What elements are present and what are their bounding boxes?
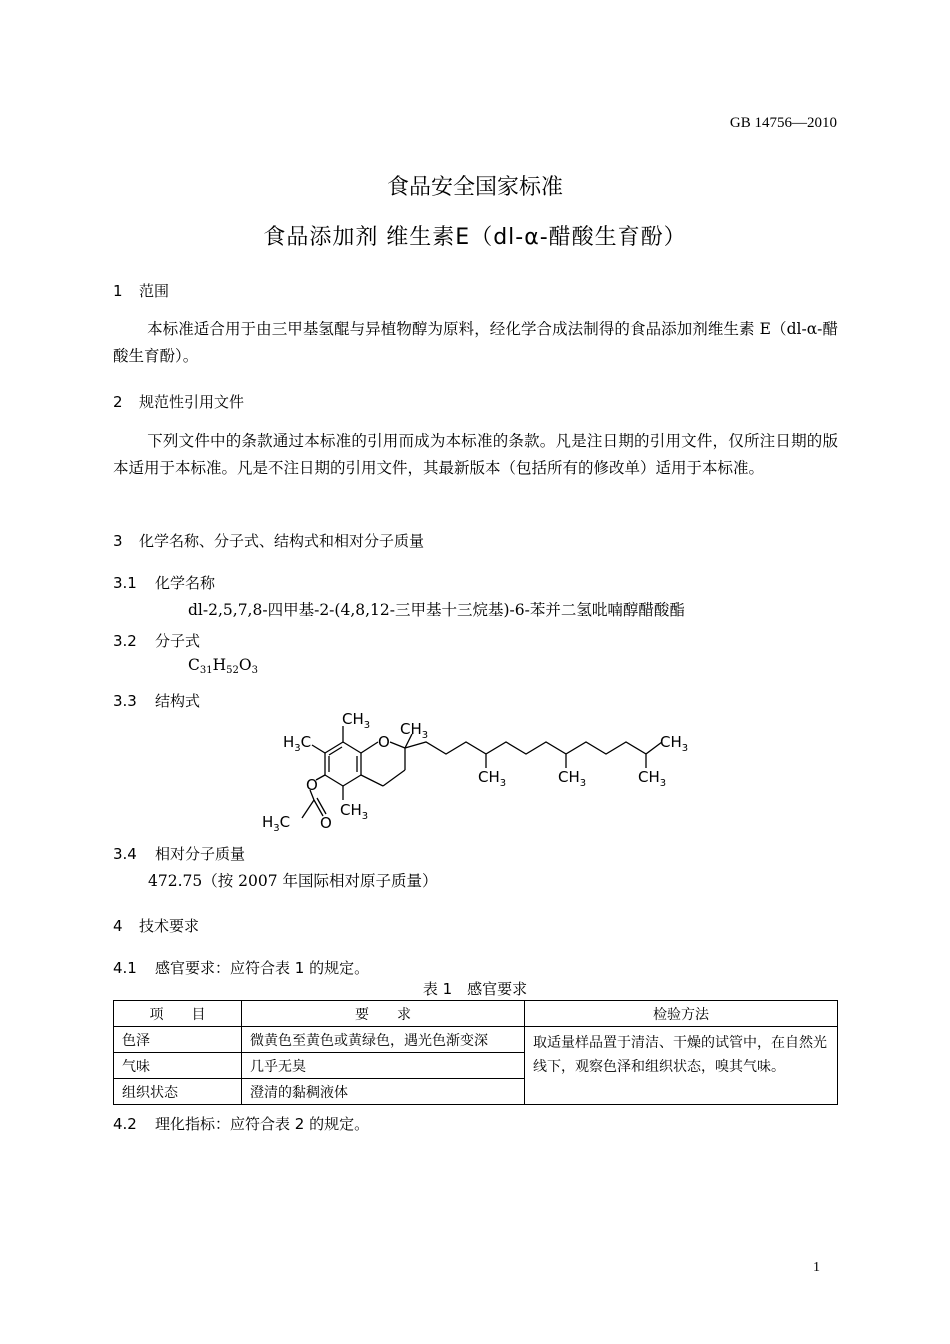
- label-o-ester: O: [306, 776, 318, 794]
- section-title: 规范性引用文件: [139, 393, 245, 411]
- label-ch3-top: $CH_3$: [342, 710, 371, 731]
- structural-formula-diagram: [250, 700, 710, 840]
- section-number: 4.2: [113, 1115, 137, 1133]
- section-number: 3.3: [113, 692, 137, 710]
- section-title: 范围: [139, 282, 170, 300]
- paragraph-text: 下列文件中的条款通过本标准的引用而成为本标准的条款。凡是注日期的引用文件，仅所注日期的版本适用于本标准。凡是不注日期的引用文件，其最新版本（包括所有的修改单）适用于本标准。: [113, 432, 838, 477]
- section-4-1-heading: [113, 957, 369, 978]
- label-o-carbonyl: O: [320, 814, 332, 832]
- section-title: 结构式: [155, 692, 201, 710]
- molecular-formula: $C_{31}H_{52}O_3$: [188, 656, 258, 676]
- section-1-heading: [113, 280, 169, 301]
- molecular-weight: 472.75（按 2007 年国际相对原子质量）: [148, 872, 438, 890]
- section-3-heading: [113, 530, 424, 551]
- table-1-caption: 表 1 感官要求: [422, 980, 528, 998]
- section-number: 3.1: [113, 574, 137, 592]
- table-header-requirement: 要 求: [242, 1001, 525, 1027]
- label-ch3-quat: $CH_3$: [400, 720, 429, 741]
- label-ch3-end: $CH_3$: [660, 733, 689, 754]
- section-2-paragraph: [113, 428, 838, 482]
- section-title: 化学名称: [155, 574, 216, 592]
- document-subtitle: 食品添加剂 维生素E（dl-α-醋酸生育酚）: [263, 225, 687, 250]
- paragraph-text: 本标准适合用于由三甲基氢醌与异植物醇为原料，经化学合成法制得的食品添加剂维生素 E（dl-α-醋酸生育酚）。: [113, 320, 838, 365]
- label-ch3-branch-2: $CH_3$: [558, 768, 587, 789]
- section-title: 分子式: [155, 632, 201, 650]
- table-header-row: [114, 1001, 838, 1027]
- section-4-heading: [113, 915, 199, 936]
- section-4-2-heading: [113, 1113, 369, 1134]
- section-title: 相对分子质量: [155, 845, 246, 863]
- section-3-4-heading: [113, 843, 245, 864]
- section-title: 理化指标：应符合表 2 的规定。: [155, 1115, 370, 1133]
- table-cell-item: 组织状态: [114, 1079, 242, 1105]
- chemical-name: dl-2,5,7,8-四甲基-2-(4,8,12-三甲基十三烷基)-6-苯并二氢吡喃醇醋酸酯: [188, 601, 685, 619]
- section-1-paragraph: [113, 316, 838, 370]
- document-title: 食品安全国家标准: [386, 175, 563, 200]
- table-row: [114, 1027, 838, 1053]
- table-cell-item: 气味: [114, 1053, 242, 1079]
- label-ch3-branch-3: $CH_3$: [638, 768, 667, 789]
- section-title: 化学名称、分子式、结构式和相对分子质量: [139, 532, 425, 550]
- section-number: 3.2: [113, 632, 137, 650]
- label-h3c-acetyl: $H_3C$: [262, 813, 291, 834]
- label-ch3-branch-1: $CH_3$: [478, 768, 507, 789]
- section-3-2-heading: [113, 630, 200, 651]
- section-number: 2: [113, 393, 123, 411]
- table-cell-method: 取适量样品置于清洁、干燥的试管中，在自然光线下，观察色泽和组织状态，嗅其气味。: [525, 1027, 838, 1105]
- table-header-item: 项 目: [114, 1001, 242, 1027]
- section-number: 4.1: [113, 959, 137, 977]
- section-title: 感官要求：应符合表 1 的规定。: [155, 959, 370, 977]
- section-number: 3.4: [113, 845, 137, 863]
- table-cell-requirement: 微黄色至黄色或黄绿色，遇光色渐变深: [242, 1027, 525, 1053]
- label-o-ring: O: [378, 733, 390, 751]
- structure-labels: [262, 710, 688, 834]
- standard-number: GB 14756—2010: [729, 115, 837, 131]
- label-ch3-left: $H_3C$: [283, 733, 312, 754]
- table-cell-item: 色泽: [114, 1027, 242, 1053]
- section-3-3-heading: [113, 690, 200, 711]
- section-number: 4: [113, 917, 123, 935]
- page-number: 1: [813, 1260, 820, 1275]
- sensory-requirements-table: [113, 1000, 838, 1105]
- table-cell-requirement: 几乎无臭: [242, 1053, 525, 1079]
- table-cell-requirement: 澄清的黏稠液体: [242, 1079, 525, 1105]
- label-ch3-bottom: $CH_3$: [340, 801, 369, 822]
- section-number: 3: [113, 532, 123, 550]
- section-2-heading: [113, 391, 244, 412]
- table-header-method: 检验方法: [525, 1001, 838, 1027]
- section-title: 技术要求: [139, 917, 200, 935]
- section-3-1-heading: [113, 572, 215, 593]
- section-number: 1: [113, 282, 123, 300]
